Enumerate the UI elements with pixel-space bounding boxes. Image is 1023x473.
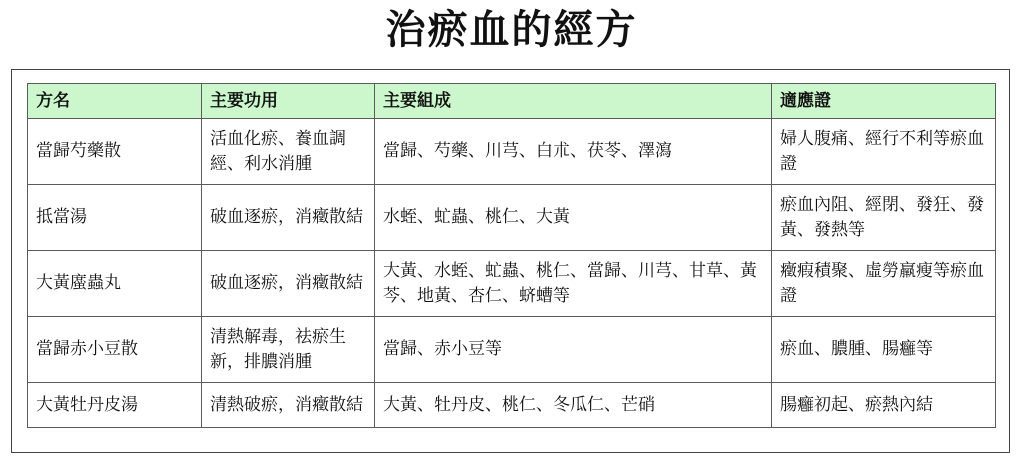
cell-main-composition: 當歸、赤小豆等 [375, 317, 772, 383]
cell-main-composition: 大黃、水蛭、虻蟲、桃仁、當歸、川芎、甘草、黃芩、地黃、杏仁、蛴螬等 [375, 251, 772, 317]
cell-main-function: 破血逐瘀，消癥散結 [202, 185, 375, 251]
cell-indications: 瘀血、膿腫、腸癰等 [772, 317, 996, 383]
table-row [28, 317, 996, 383]
header-indications: 適應證 [772, 84, 996, 119]
cell-main-function: 活血化瘀、養血調經、利水消腫 [202, 119, 375, 185]
cell-indications: 瘀血內阻、經閉、發狂、發黃、發熱等 [772, 185, 996, 251]
cell-indications: 癥瘕積聚、虛勞羸瘦等瘀血證 [772, 251, 996, 317]
cell-main-function: 清熱破瘀，消癥散結 [202, 383, 375, 428]
header-main-composition: 主要組成 [375, 84, 772, 119]
page-title: 治瘀血的經方 [385, 7, 638, 53]
cell-formula-name: 當歸赤小豆散 [28, 317, 202, 383]
table-row [28, 119, 996, 185]
cell-main-function: 清熱解毒，祛瘀生新，排膿消腫 [202, 317, 375, 383]
cell-main-composition: 大黃、牡丹皮、桃仁、冬瓜仁、芒硝 [375, 383, 772, 428]
cell-formula-name: 大黃牡丹皮湯 [28, 383, 202, 428]
cell-main-composition: 當歸、芍藥、川芎、白朮、茯苓、澤瀉 [375, 119, 772, 185]
table-row [28, 383, 996, 428]
table-row [28, 251, 996, 317]
cell-formula-name: 當歸芍藥散 [28, 119, 202, 185]
cell-indications: 婦人腹痛、經行不利等瘀血證 [772, 119, 996, 185]
cell-indications: 腸癰初起、瘀熱內結 [772, 383, 996, 428]
header-main-function: 主要功用 [202, 84, 375, 119]
table-row [28, 185, 996, 251]
cell-main-composition: 水蛭、虻蟲、桃仁、大黃 [375, 185, 772, 251]
prescription-table [27, 83, 996, 428]
table-frame [11, 69, 1010, 453]
table-header-row [28, 84, 996, 119]
cell-formula-name: 抵當湯 [28, 185, 202, 251]
cell-formula-name: 大黃䗪蟲丸 [28, 251, 202, 317]
header-formula-name: 方名 [28, 84, 202, 119]
cell-main-function: 破血逐瘀，消癥散結 [202, 251, 375, 317]
